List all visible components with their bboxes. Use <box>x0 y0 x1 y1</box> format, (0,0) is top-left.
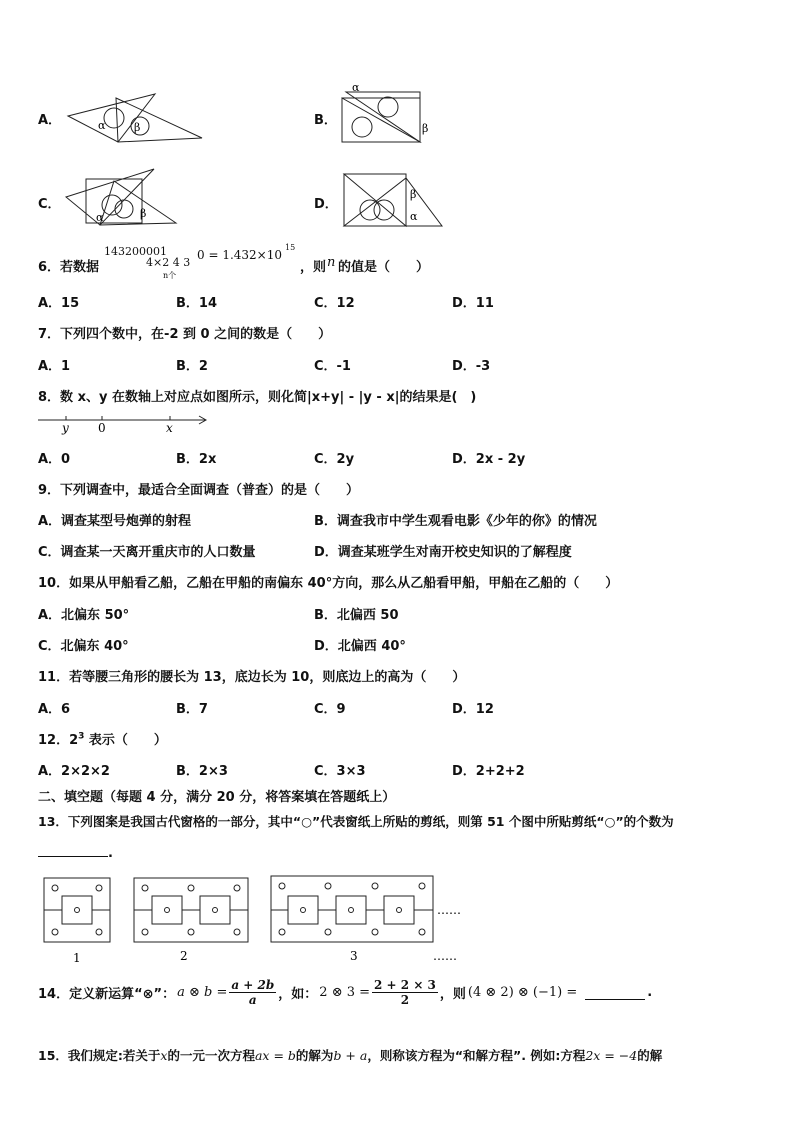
q9-option-a: A．调查某型号炮弹的射程 <box>38 514 192 529</box>
q8-text: 8．数 x、y 在数轴上对应点如图所示，则化简|x+y| - |y - x|的结果是( ) <box>38 390 477 405</box>
q11-option-c: C．9 <box>314 702 346 717</box>
q8-label-y: y <box>62 421 69 435</box>
q10-option-c: C．北偏东 40° <box>38 639 129 654</box>
q14-tail: . <box>647 984 653 1000</box>
q5-option-c-label: C． <box>38 197 61 212</box>
q6-option-b: B．14 <box>176 296 217 311</box>
q5-a-beta: β <box>134 121 141 134</box>
q14-answer-blank[interactable] <box>585 985 645 1000</box>
q14-prefix: 14．定义新运算“⊗”： <box>38 986 176 1002</box>
q13-ellipsis-1: …… <box>437 903 461 917</box>
q5-d-beta: β <box>410 188 417 201</box>
q8-number-line <box>36 410 216 436</box>
q15-text5: 的解 <box>637 1048 663 1063</box>
q6-option-d: D．11 <box>452 296 494 311</box>
q9-option-c: C．调查某一天离开重庆市的人口数量 <box>38 545 256 560</box>
q14-example-intro: ，如： <box>278 986 318 1002</box>
q7-option-c: C．-1 <box>314 359 351 374</box>
q13-text: 13．下列图案是我国古代窗格的一部分，其中“○”代表窗纸上所贴的剪纸，则第 51 个图中所贴剪纸“○”的个数为 <box>38 814 674 829</box>
q12-option-a: A．2×2×2 <box>38 764 110 779</box>
q10-option-b: B．北偏西 50 <box>314 608 399 623</box>
q13-window-figures <box>40 874 480 968</box>
q6-prefix: 6．若数据 <box>38 260 100 275</box>
q10-option-a: A．北偏东 50° <box>38 608 130 623</box>
q6-number-mid: 4×2 4 3 <box>146 256 191 269</box>
q14-question-expr: (4 ⊗ 2) ⊗ (−1) = <box>467 984 578 1000</box>
q5-option-d-label: D． <box>314 197 338 212</box>
q6-exponent: 15 <box>285 243 296 252</box>
q5-c-alpha: α <box>96 211 104 224</box>
q15-example: 2x = −4 <box>585 1048 638 1063</box>
q12-option-c: C．3×3 <box>314 764 366 779</box>
q5-figure-a <box>60 90 210 150</box>
q11-option-b: B．7 <box>176 702 208 717</box>
q8-option-a: A．0 <box>38 452 71 467</box>
q9-option-b: B．调查我市中学生观看电影《少年的你》的情况 <box>314 514 597 529</box>
q5-figure-b <box>338 80 448 148</box>
q7-option-b: B．2 <box>176 359 208 374</box>
q5-option-a-label: A． <box>38 113 62 128</box>
q14-def-denominator: a <box>248 992 257 1007</box>
q14-example-lhs: 2 ⊗ 3 = <box>319 984 371 1000</box>
q6-under-brace: n个 <box>163 271 177 280</box>
q14-def-numerator: a + 2b <box>231 977 275 992</box>
q13-caption-1: 1 <box>73 951 81 965</box>
q6-option-c: C．12 <box>314 296 355 311</box>
q8-option-c: C．2y <box>314 452 355 467</box>
q15-text3: 的解为 <box>295 1048 334 1063</box>
q13-caption-3: 3 <box>350 949 358 963</box>
q8-option-d: D．2x - 2y <box>452 452 526 467</box>
q5-figure-c <box>62 165 182 229</box>
q11-option-a: A．6 <box>38 702 71 717</box>
q13-caption-2: 2 <box>180 949 188 963</box>
q13-figure-3 <box>271 876 433 942</box>
q13-answer-blank[interactable] <box>38 842 113 861</box>
q8-option-b: B．2x <box>176 452 217 467</box>
q8-label-zero: 0 <box>98 421 106 435</box>
q13-figure-1 <box>44 878 110 942</box>
q7-text: 7．下列四个数中，在-2 到 0 之间的数是（ ） <box>38 327 332 342</box>
q5-c-beta: β <box>140 207 147 220</box>
q15-text: 15．我们规定:若关于 <box>38 1048 161 1063</box>
q14-line <box>38 972 652 1012</box>
q12-text-pre: 12．2 <box>38 733 79 748</box>
q6-option-a: A．15 <box>38 296 80 311</box>
q5-b-beta: β <box>422 122 429 135</box>
q15-sol: b + a <box>333 1048 368 1063</box>
q14-def-lhs: a ⊗ b = <box>177 984 228 1000</box>
q15-text4: ，则称该方程为“和解方程”. 例如:方程 <box>367 1048 586 1063</box>
q12-superscript: 3 <box>78 731 85 742</box>
q14-def-fraction <box>229 978 276 1007</box>
q12-option-d: D．2+2+2 <box>452 764 525 779</box>
q6-var: n <box>327 255 336 270</box>
q12-text-post: 表示（ ） <box>84 733 167 748</box>
q13-figure-2 <box>134 878 248 942</box>
q15-text2: 的一元一次方程 <box>167 1048 255 1063</box>
q5-d-alpha: α <box>410 210 418 223</box>
q14-example-denominator: 2 <box>400 992 410 1007</box>
q15-line <box>38 1046 662 1064</box>
q12-text <box>38 729 167 748</box>
q9-text: 9．下列调查中，最适合全面调查（普查）的是（ ） <box>38 483 360 498</box>
q5-a-alpha: α <box>98 119 106 132</box>
q6-suffix: ，则 <box>300 260 327 275</box>
q7-option-a: A．1 <box>38 359 71 374</box>
q15-var: x <box>160 1048 168 1063</box>
q5-figure-d <box>340 168 450 230</box>
q5-option-b-label: B． <box>314 113 337 128</box>
q5-b-alpha: α <box>352 81 360 94</box>
q10-option-d: D．北偏西 40° <box>314 639 406 654</box>
q6-suffix2: 的值是（ ） <box>338 260 430 275</box>
q6-number-top: 143200001 <box>104 245 167 258</box>
q11-text: 11．若等腰三角形的腰长为 13，底边长为 10，则底边上的高为（ ） <box>38 670 466 685</box>
q11-option-d: D．12 <box>452 702 494 717</box>
q10-text: 10．如果从甲船看乙船，乙船在甲船的南偏东 40°方向，那么从乙船看甲船，甲船在乙船的（ ） <box>38 576 619 591</box>
q9-option-d: D．调查某班学生对南开校史知识的了解程度 <box>314 545 572 560</box>
q13-tail: . <box>108 846 113 861</box>
q6-equation: 0 = 1.432×10 <box>197 248 282 262</box>
q12-option-b: B．2×3 <box>176 764 228 779</box>
q13-ellipsis-2: …… <box>433 949 457 963</box>
section-2-title: 二、填空题（每题 4 分，满分 20 分，将答案填在答题纸上） <box>38 790 396 805</box>
q14-example-numerator: 2 + 2 × 3 <box>374 977 436 992</box>
q7-option-d: D．-3 <box>452 359 491 374</box>
q8-label-x: x <box>166 421 173 435</box>
q15-eq: ax = b <box>254 1048 296 1063</box>
q14-question-intro: ，则 <box>439 986 466 1002</box>
q14-example-fraction <box>372 978 438 1007</box>
